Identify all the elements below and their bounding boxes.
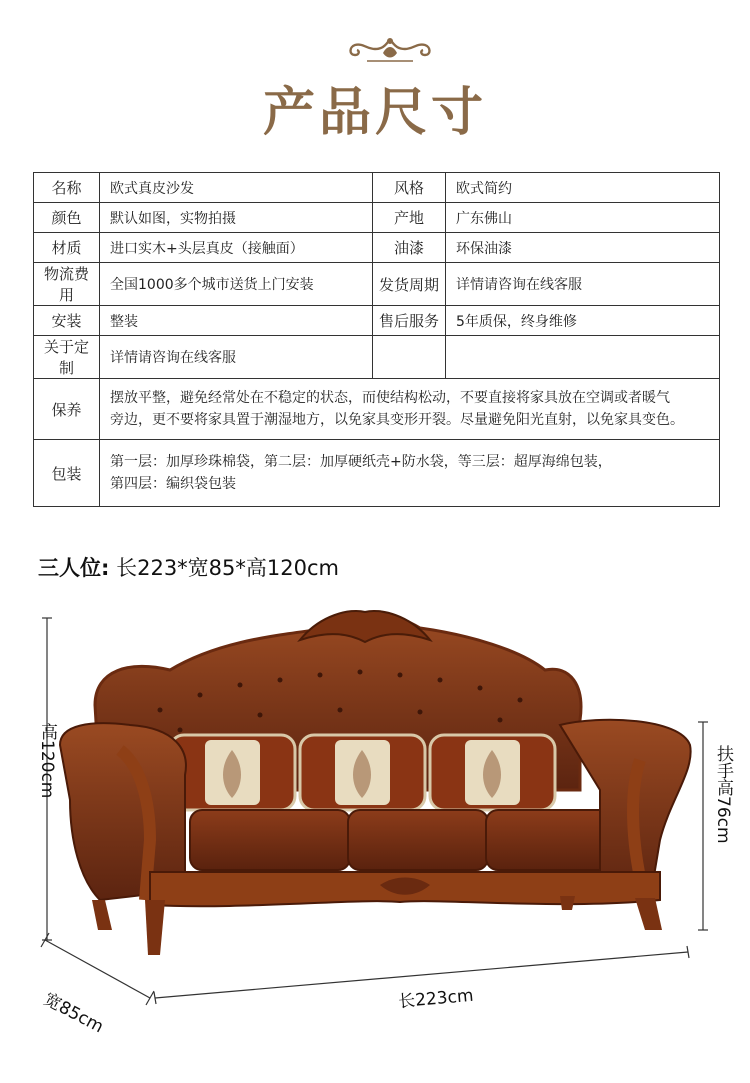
spec-label: 关于定制 [34, 336, 100, 379]
spec-label: 售后服务 [373, 306, 446, 336]
spec-label: 材质 [34, 233, 100, 263]
spec-label [373, 336, 446, 379]
spec-value: 详情请咨询在线客服 [100, 336, 373, 379]
sofa-illustration [0, 600, 750, 1020]
spec-label: 名称 [34, 173, 100, 203]
flourish-ornament-icon [345, 35, 435, 65]
table-row [34, 263, 720, 306]
packing-line: 第四层：编织袋包装 [110, 476, 236, 492]
spec-value: 整装 [100, 306, 373, 336]
spec-value [446, 336, 720, 379]
spec-value: 详情请咨询在线客服 [446, 263, 720, 306]
table-row [34, 440, 720, 507]
table-row [34, 379, 720, 440]
spec-label: 油漆 [373, 233, 446, 263]
spec-value: 5年质保，终身维修 [446, 306, 720, 336]
spec-label: 发货周期 [373, 263, 446, 306]
packing-line: 第一层：加厚珍珠棉袋，第二层：加厚硬纸壳+防水袋，等三层：超厚海绵包装， [110, 454, 612, 470]
length-label: 长223cm [397, 985, 475, 1013]
spec-label: 颜色 [34, 203, 100, 233]
sofa-dimensions-heading [38, 552, 339, 582]
spec-value: 默认如图，实物拍摄 [100, 203, 373, 233]
sofa-dimensions-text: 长223*宽85*高120cm [116, 556, 339, 580]
spec-table [33, 172, 720, 507]
spec-value: 进口实木+头层真皮（接触面） [100, 233, 373, 263]
table-row [34, 233, 720, 263]
height-label: 高120cm [37, 723, 57, 799]
spec-value: 环保油漆 [446, 233, 720, 263]
care-text [100, 379, 720, 440]
table-row [34, 203, 720, 233]
page-title: 产品尺寸 [262, 82, 487, 143]
spec-label: 风格 [373, 173, 446, 203]
spec-label: 包装 [34, 440, 100, 507]
depth-label: 宽85cm [40, 989, 107, 1038]
spec-value: 全国1000多个城市送货上门安装 [100, 263, 373, 306]
spec-label: 产地 [373, 203, 446, 233]
spec-value: 欧式简约 [446, 173, 720, 203]
care-line: 旁边，更不要将家具置于潮湿地方，以免家具变形开裂。尽量避免阳光直射，以免家具变色。 [110, 412, 684, 428]
arm-height-label: 扶手高76cm [713, 745, 733, 844]
care-line: 摆放平整，避免经常处在不稳定的状态，而使结构松动，不要直接将家具放在空调或者暖气 [110, 390, 670, 406]
table-row [34, 306, 720, 336]
spec-value: 广东佛山 [446, 203, 720, 233]
spec-value: 欧式真皮沙发 [100, 173, 373, 203]
sofa-type-label: 三人位: [38, 556, 110, 580]
table-row [34, 173, 720, 203]
spec-label: 物流费用 [34, 263, 100, 306]
spec-label: 安装 [34, 306, 100, 336]
packing-text [100, 440, 720, 507]
table-row [34, 336, 720, 379]
spec-label: 保养 [34, 379, 100, 440]
